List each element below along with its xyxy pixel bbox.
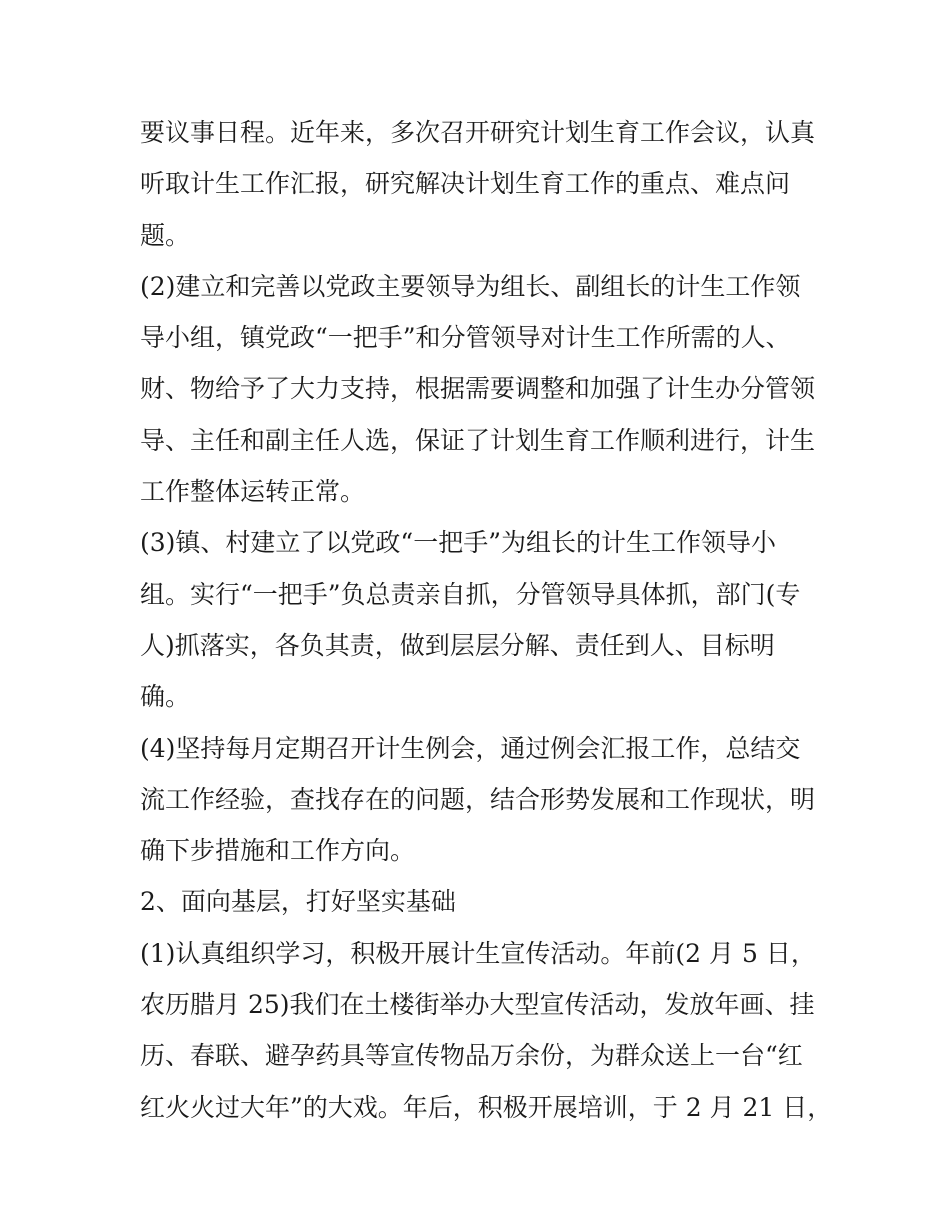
section-heading: 2、面向基层，打好坚实基础 <box>140 887 456 917</box>
text-line: (4)坚持每月定期召开计生例会，通过例会汇报工作，总结交 <box>140 733 801 763</box>
text-line: 历、春联、避孕药具等宣传物品万余份，为群众送上一台“红 <box>140 1041 803 1071</box>
text-line: 导小组，镇党政“一把手”和分管领导对计生工作所需的人、 <box>140 323 791 353</box>
text-line: 导、主任和副主任人选，保证了计划生育工作顺利进行，计生 <box>140 425 816 455</box>
text-line: (3)镇、村建立了以党政“一把手”为组长的计生工作领导小 <box>140 528 776 558</box>
text-line: 红火火过大年”的大戏。年后，积极开展培训，于 2 月 21 日， <box>140 1092 833 1122</box>
text-line: 听取计生工作汇报，研究解决计划生育工作的重点、难点问 <box>140 169 791 199</box>
text-line: 确。 <box>140 682 191 712</box>
text-line: 确下步措施和工作方向。 <box>140 836 416 866</box>
text-line: 组。实行“一把手”负总责亲自抓，分管领导具体抓，部门(专 <box>140 579 801 609</box>
text-line: 人)抓落实，各负其责，做到层层分解、责任到人、目标明 <box>140 630 775 660</box>
text-line: 农历腊月 25)我们在土楼街举办大型宣传活动，发放年画、挂 <box>140 990 815 1020</box>
text-line: (1)认真组织学习，积极开展计生宣传活动。年前(2 月 5 日， <box>140 938 816 968</box>
text-line: 题。 <box>140 220 191 250</box>
text-line: 流工作经验，查找存在的问题，结合形势发展和工作现状，明 <box>140 784 816 814</box>
text-line: (2)建立和完善以党政主要领导为组长、副组长的计生工作领 <box>140 271 801 301</box>
text-line: 要议事日程。近年来，多次召开研究计划生育工作会议，认真 <box>140 118 816 147</box>
text-line: 财、物给予了大力支持，根据需要调整和加强了计生办分管领 <box>140 374 816 404</box>
text-line: 工作整体运转正常。 <box>140 477 366 507</box>
document-body <box>140 107 833 1133</box>
